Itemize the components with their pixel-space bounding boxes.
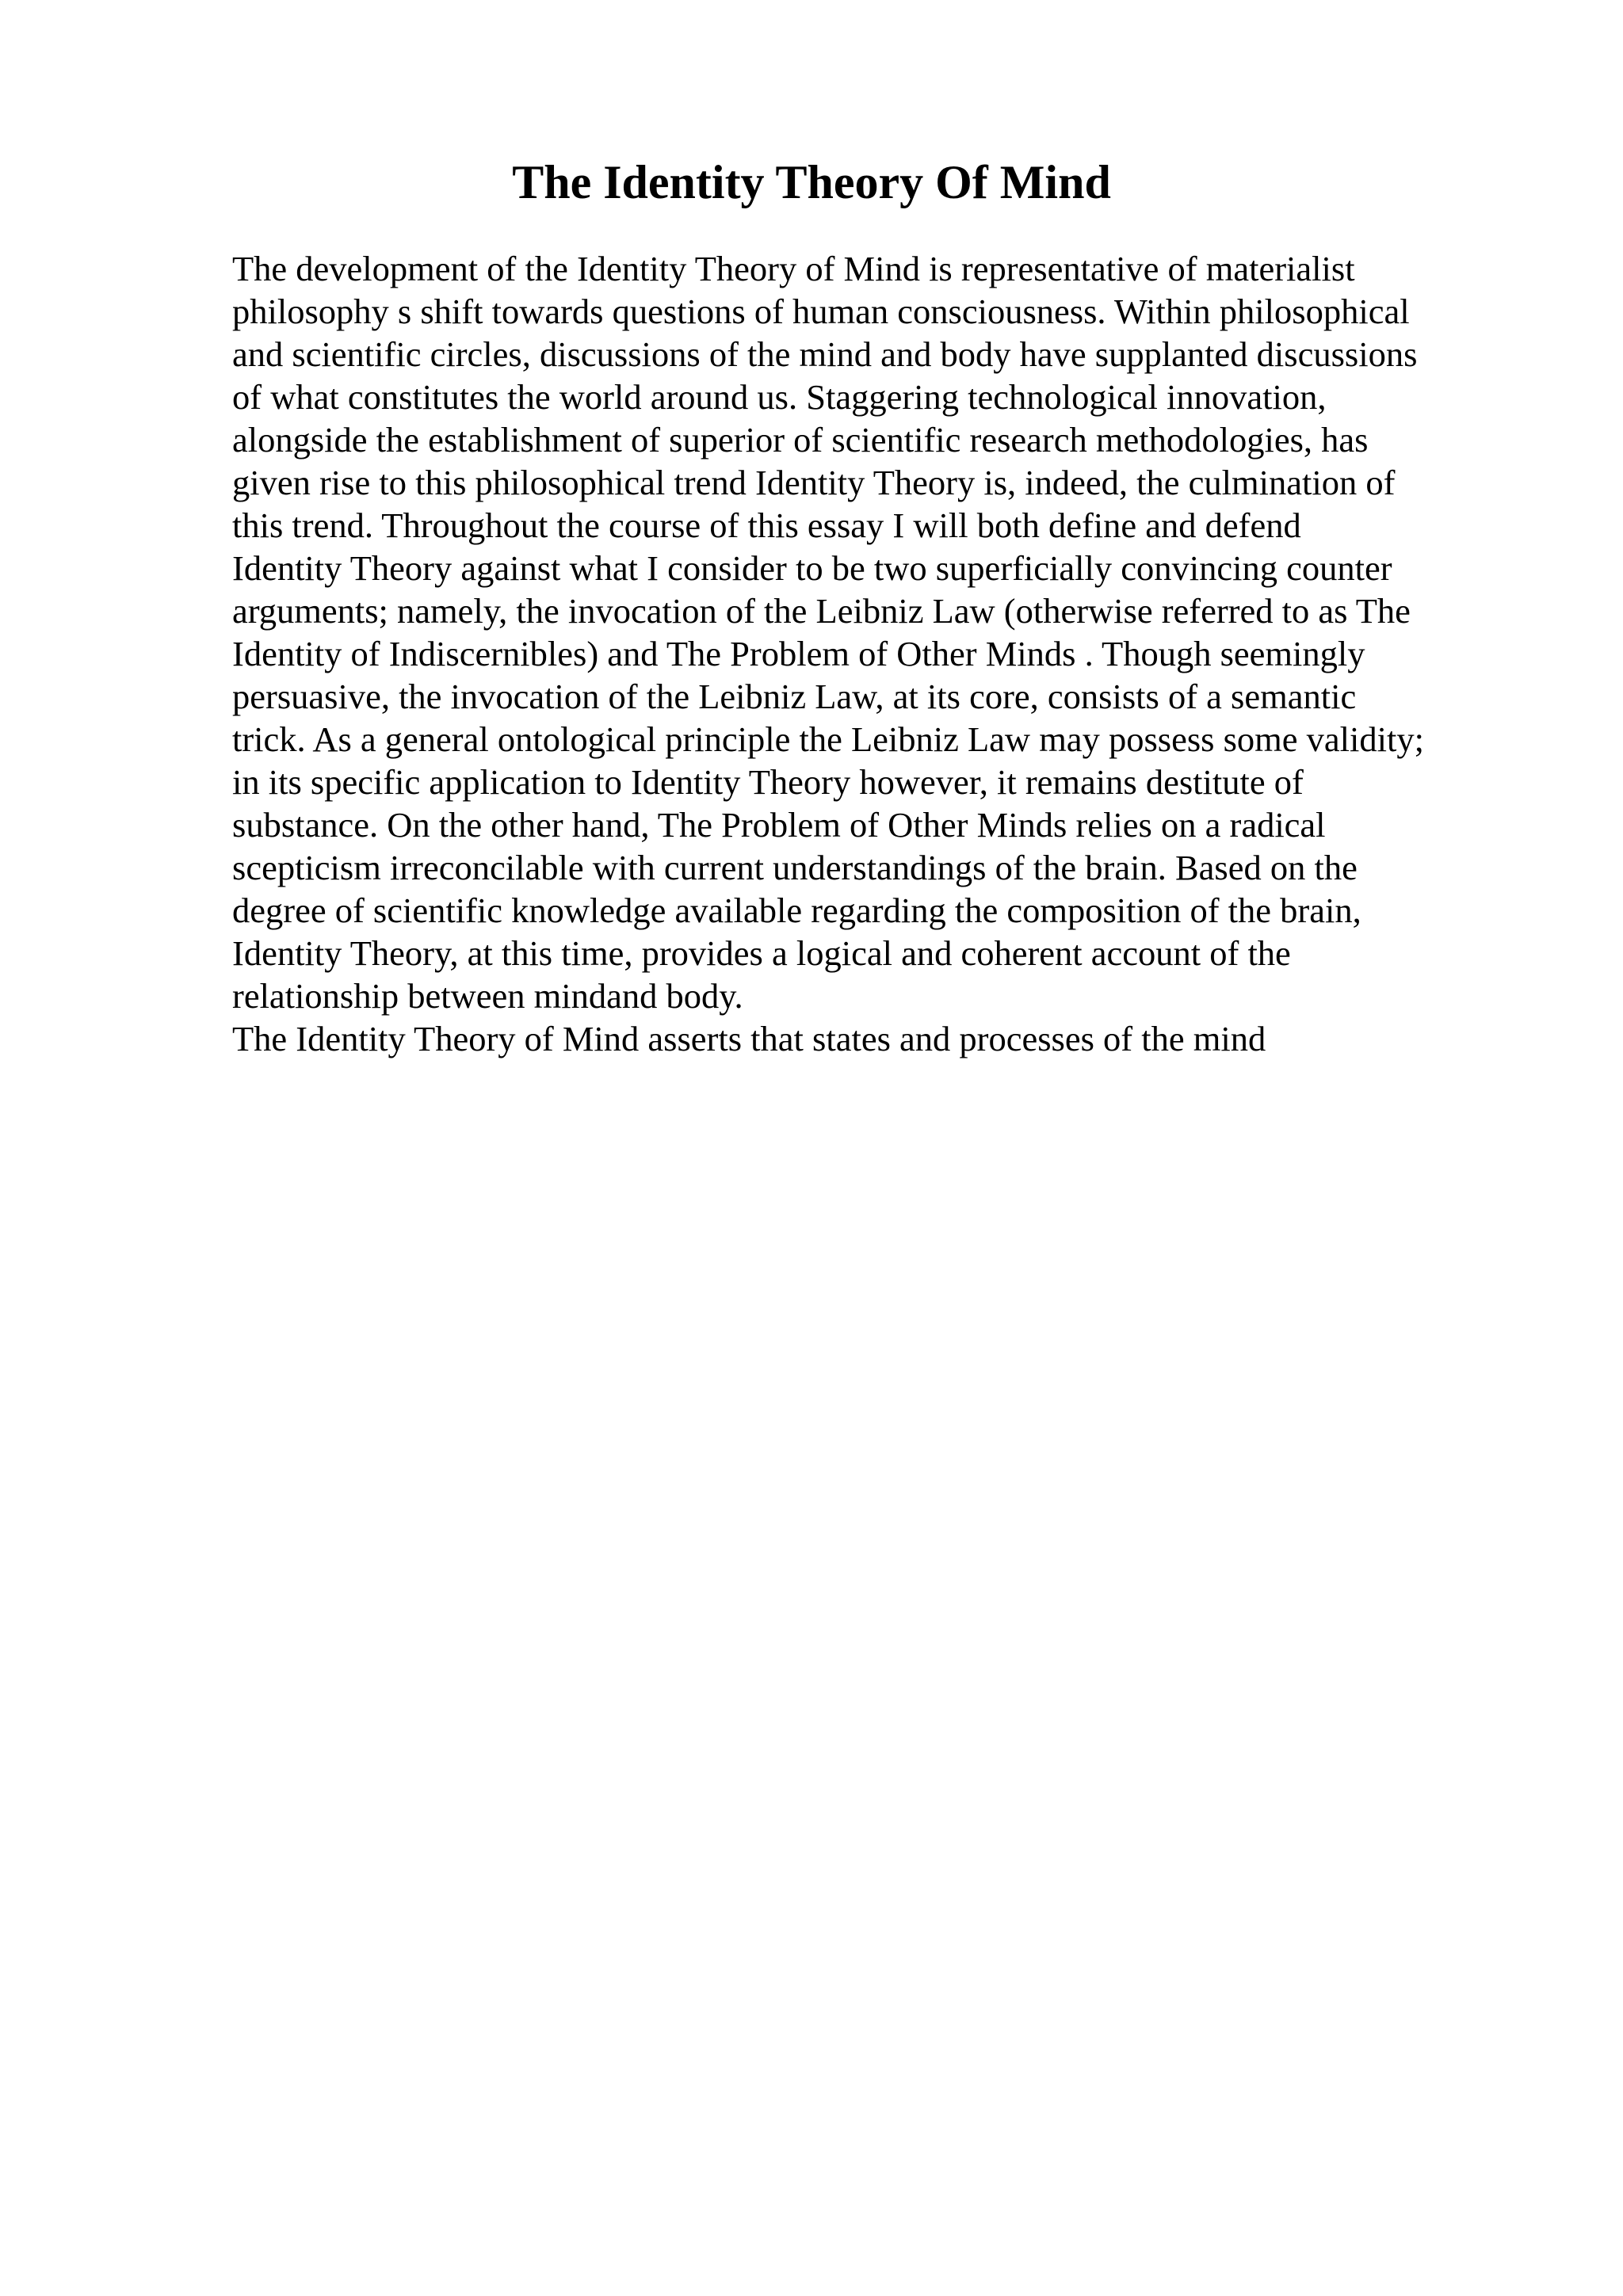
body-line: persuasive, the invocation of the Leibniz Law, at its core, consists of a semantic: [232, 677, 1357, 716]
body-line: and scientific circles, discussions of the mind and body have supplanted discussions: [232, 334, 1418, 374]
body-line: scepticism irreconcilable with current understandings of the brain. Based on the: [232, 848, 1358, 887]
body-line: Identity Theory against what I consider to be two superficially convincing counter: [232, 548, 1392, 588]
body-line: relationship between mindand body.: [232, 976, 743, 1016]
body-line: The development of the Identity Theory of Mind is representative of materialist: [232, 249, 1355, 288]
body-line: The Identity Theory of Mind asserts that states and processes of the mind: [232, 1019, 1266, 1058]
body-line: trick. As a general ontological principle the Leibniz Law may possess some validity;: [232, 719, 1424, 759]
body-line: Identity Theory, at this time, provides a logical and coherent account of the: [232, 933, 1291, 973]
body-line: alongside the establishment of superior of scientific research methodologies, has: [232, 420, 1369, 460]
body-line: degree of scientific knowledge available regarding the composition of the brain,: [232, 891, 1361, 930]
document-title: The Identity Theory Of Mind: [512, 156, 1111, 208]
body-line: substance. On the other hand, The Problem of Other Minds relies on a radical: [232, 805, 1326, 845]
body-line: this trend. Throughout the course of this essay I will both define and defend: [232, 505, 1301, 545]
body-line: arguments; namely, the invocation of the Leibniz Law (otherwise referred to as The: [232, 591, 1411, 631]
body-line: philosophy s shift towards questions of human consciousness. Within philosophical: [232, 292, 1410, 331]
body-line: of what constitutes the world around us. Staggering technological innovation,: [232, 377, 1327, 417]
body-line: in its specific application to Identity Theory however, it remains destitute of: [232, 762, 1304, 802]
document-body: [232, 247, 1595, 1060]
body-line: given rise to this philosophical trend Identity Theory is, indeed, the culmination of: [232, 463, 1396, 502]
body-line: Identity of Indiscernibles) and The Problem of Other Minds . Though seemingly: [232, 634, 1365, 673]
